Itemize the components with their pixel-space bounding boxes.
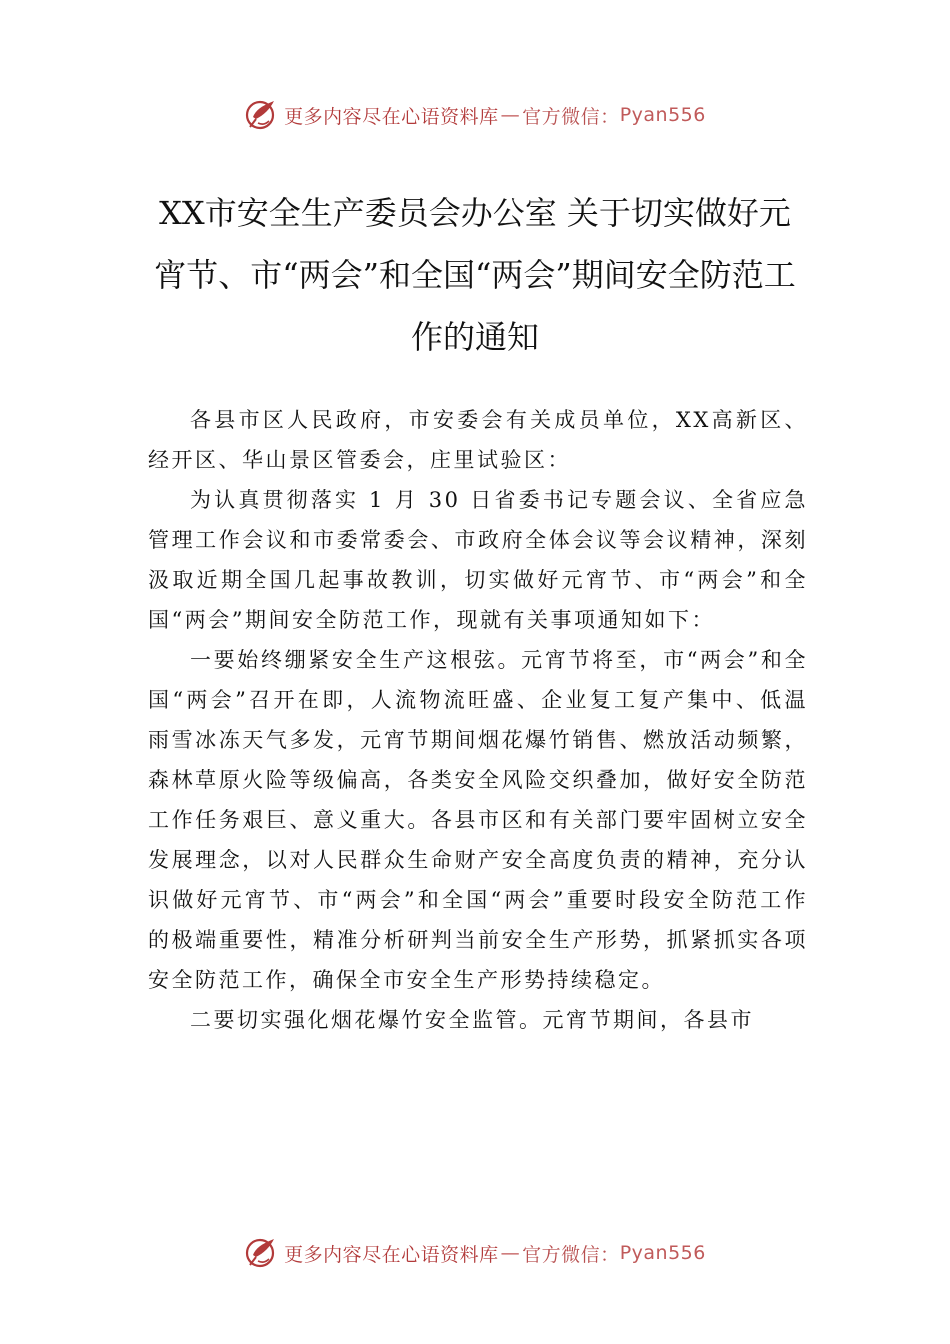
quill-pen-logo-icon xyxy=(244,1235,280,1271)
paragraph-intro: 为认真贯彻落实 1 月 30 日省委书记专题会议、全省应急管理工作会议和市委常委会、市政府全体会议等会议精神，深刻汲取近期全国几起事故教训，切实做好元宵节、市“两会”和全国“两会”期间安全防范工作，现就有关事项通知如下： xyxy=(148,488,808,632)
watermark-dash: — xyxy=(500,1242,521,1264)
watermark-dash: — xyxy=(500,104,521,126)
footer-watermark xyxy=(0,1233,950,1273)
watermark-wechat-id: Pyan556 xyxy=(619,104,706,126)
paragraph-item-2: 二要切实强化烟花爆竹安全监管。元宵节期间，各县市 xyxy=(190,1008,754,1032)
watermark-wechat-label: 官方微信： xyxy=(522,105,620,128)
paragraph-addressees: 各县市区人民政府，市安委会有关成员单位，XX高新区、经开区、华山景区管委会，庄里试验区： xyxy=(148,408,808,472)
document-body xyxy=(148,400,808,1040)
paragraph-item-1: 一要始终绷紧安全生产这根弦。元宵节将至，市“两会”和全国“两会”召开在即，人流物流旺盛、企业复工复产集中、低温雨雪冰冻天气多发，元宵节期间烟花爆竹销售、燃放活动频繁，森林草原火险等级偏高，各类安全风险交织叠加，做好安全防范工作任务艰巨、意义重大。各县市区和有关部门要牢固树立安全发展理念，以对人民群众生命财产安全高度负责的精神，充分认识做好元宵节、市“两会”和全国“两会”重要时段安全防范工作的极端重要性，精准分析研判当前安全生产形势，抓紧抓实各项安全防范工作，确保全市安全生产形势持续稳定。 xyxy=(148,648,808,992)
header-watermark xyxy=(0,95,950,135)
quill-pen-logo-icon xyxy=(244,97,280,133)
document-title: XX市安全生产委员会办公室 关于切实做好元宵节、市“两会”和全国“两会”期间安全防范工作的通知 xyxy=(154,194,796,356)
watermark-wechat-label: 官方微信： xyxy=(522,1243,620,1266)
watermark-text: 更多内容尽在心语资料库 xyxy=(284,1243,499,1266)
watermark-wechat-id: Pyan556 xyxy=(619,1242,706,1264)
watermark-text: 更多内容尽在心语资料库 xyxy=(284,105,499,128)
